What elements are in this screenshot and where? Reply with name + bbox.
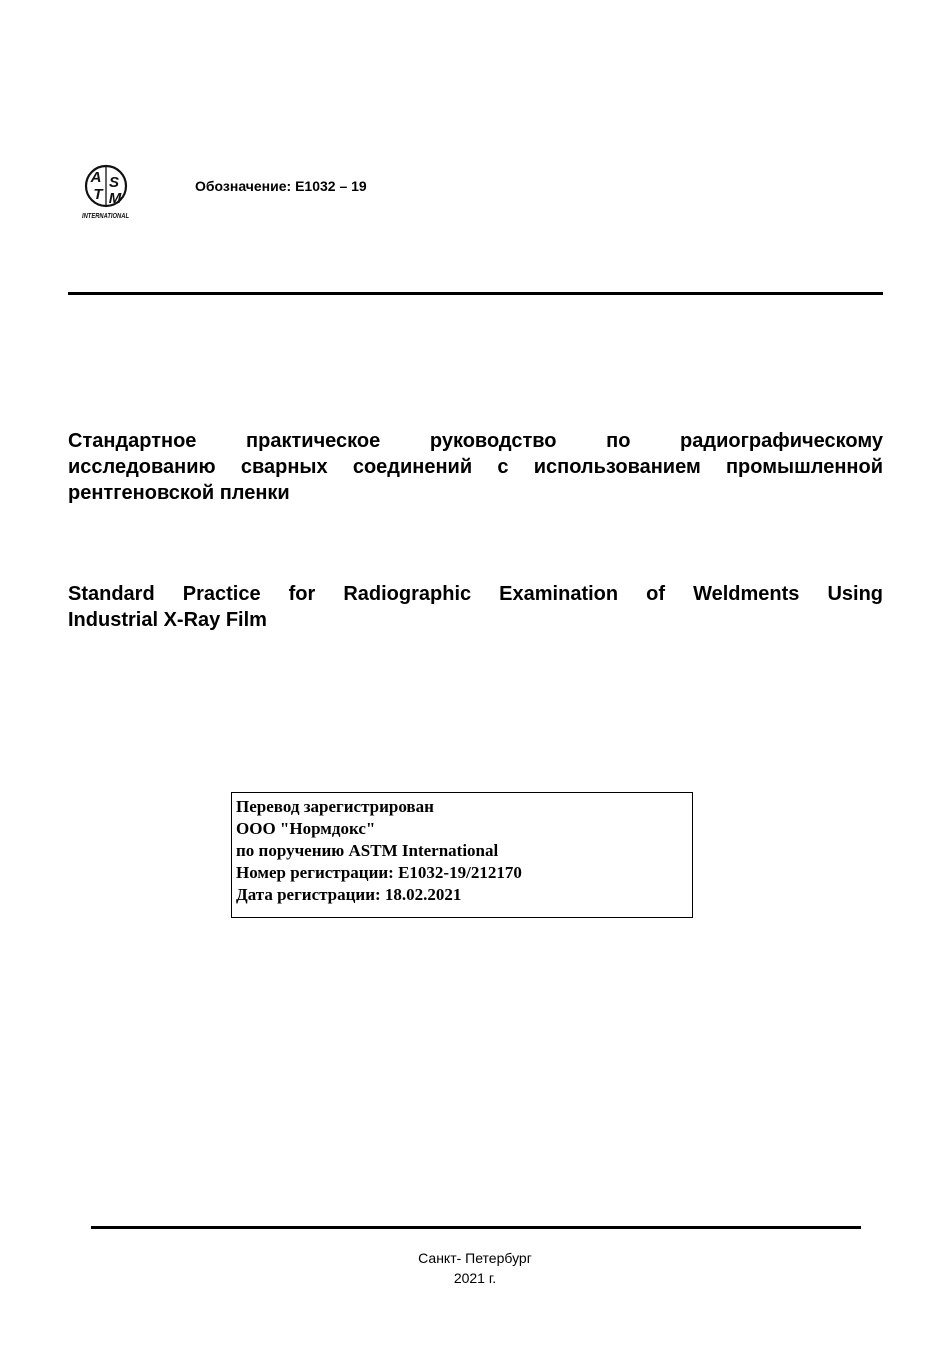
- registration-date: Дата регистрации: 18.02.2021: [236, 885, 462, 904]
- registration-status: Перевод зарегистрирован: [236, 797, 434, 816]
- title-russian-line: исследованию сварных соединений с использованием промышленной: [68, 456, 883, 478]
- title-english: [68, 581, 883, 633]
- top-rule: [68, 292, 883, 295]
- logo-letter: S: [108, 174, 120, 191]
- registration-box: [231, 792, 693, 918]
- designation-label: Обозначение: E1032 – 19: [195, 178, 367, 194]
- registration-number: Номер регистрации: E1032-19/212170: [236, 863, 522, 882]
- title-russian: [68, 428, 883, 506]
- footer: [325, 1248, 625, 1288]
- logo-letter: A: [90, 169, 102, 186]
- title-russian-line: Стандартное практическое руководство по радиографическому: [68, 430, 883, 452]
- registration-company: ООО "Нормдокс": [236, 819, 376, 838]
- logo-letter: M: [108, 190, 122, 207]
- astm-logo: [80, 163, 132, 223]
- title-english-line: Industrial X-Ray Film: [68, 609, 267, 631]
- footer-city: Санкт- Петербург: [418, 1250, 532, 1266]
- registration-commission: по поручению ASTM International: [236, 841, 499, 860]
- logo-letter: T: [93, 186, 103, 203]
- bottom-rule: [91, 1226, 861, 1229]
- logo-caption: INTERNATIONAL: [82, 213, 129, 220]
- title-russian-line: рентгеновской пленки: [68, 482, 290, 504]
- footer-year: 2021 г.: [453, 1270, 497, 1286]
- title-english-line: Standard Practice for Radiographic Examination of Weldments Using: [68, 583, 883, 605]
